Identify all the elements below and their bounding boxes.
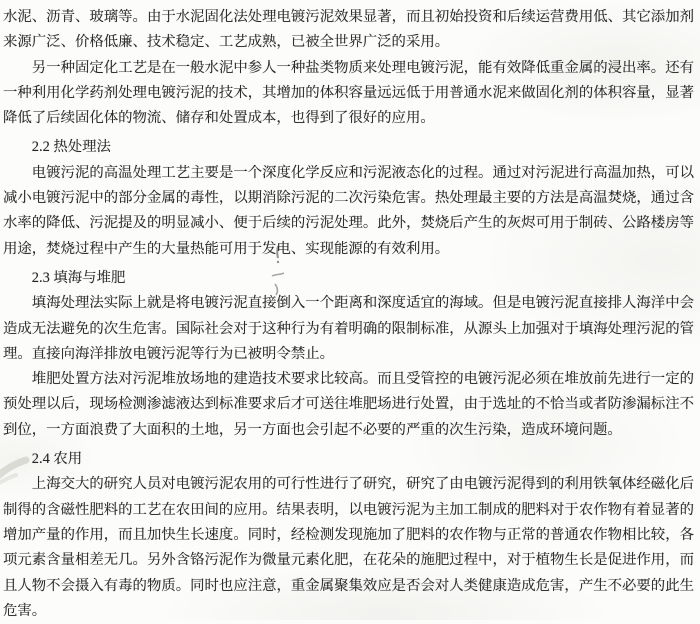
body-paragraph: 水泥、沥青、玻璃等。由于水泥固化法处理电镀污泥效果显著，而且初始投资和后续运营费用低、其它添加剂来源广泛、价格低廉、技术稳定、工艺成熟，已被全世界广泛的采用。 bbox=[3, 9, 694, 51]
section-heading: 2.2 热处理法 bbox=[31, 139, 111, 156]
section-heading: 2.4 农用 bbox=[31, 451, 83, 468]
body-paragraph: 上海交大的研究人员对电镀污泥农用的可行性进行了研究，研究了由电镀污泥得到的利用铁氧体经磁化后制得的含磁性肥料的工艺在农田间的应用。结果表明，以电镀污泥为主加工制成的肥料对于农作物有着显著的增加产量的作用，而且加快生长速度。同时，经检测发现施加了肥料的农作物与正常的普通农作物相比较，各项元素含量相差无几。另外含铬污泥作为微量元素化肥，在花朵的施肥过程中，对于植物生长是促进作用，而且人物不会摄入有毒的物质。同时也应注意，重金属聚集效应是否会对人类健康造成危害，产生不必要的此生危害。 bbox=[3, 476, 694, 619]
body-paragraph: 填海处理法实际上就是将电镀污泥直接倒入一个距离和深度适宜的海域。但是电镀污泥直接排人海洋中会造成无法避免的次生危害。国际社会对于这种行为有着明确的限制标准，从源头上加强对于填海处理污泥的管理。直接向海洋排放电镀污泥等行为已被明令禁止。 bbox=[3, 295, 694, 362]
document-text bbox=[3, 5, 694, 624]
body-paragraph: 堆肥处置方法对污泥堆放场地的建造技术要求比较高。而且受管控的电镀污泥必须在堆放前先进行一定的预处理以后，现场检测渗滤液达到标准要求后才可送往堆肥场进行处置，由于选址的不恰当或者防渗漏标注不到位，一方面浪费了大面积的土地，另一方面也会引起不必要的严重的次生污染，造成环境问题。 bbox=[3, 371, 694, 438]
body-paragraph: 电镀污泥的高温处理工艺主要是一个深度化学反应和污泥液态化的过程。通过对污泥进行高温加热，可以减小电镀污泥中的部分金属的毒性，以期消除污泥的二次污染危害。热处理最主要的方法是高温焚烧，通过含水率的降低、污泥提及的明显减小、便于后续的污泥处理。此外，焚烧后产生的灰烬可用于制砖、公路楼房等用途，焚烧过程中产生的大量热能可用于发电、实现能源的有效利用。 bbox=[3, 164, 694, 257]
section-heading: 2.3 填海与堆肥 bbox=[31, 269, 126, 286]
body-paragraph: 另一种固定化工艺是在一般水泥中参人一种盐类物质来处理电镀污泥，能有效降低重金属的浸出率。还有一种利用化学药剂处理电镀污泥的技术，其增加的体积容量远远低于用普通水泥来做固化剂的体积容量，显著降低了后续固化体的物流、储存和处置成本，也得到了很好的应用。 bbox=[3, 59, 694, 127]
